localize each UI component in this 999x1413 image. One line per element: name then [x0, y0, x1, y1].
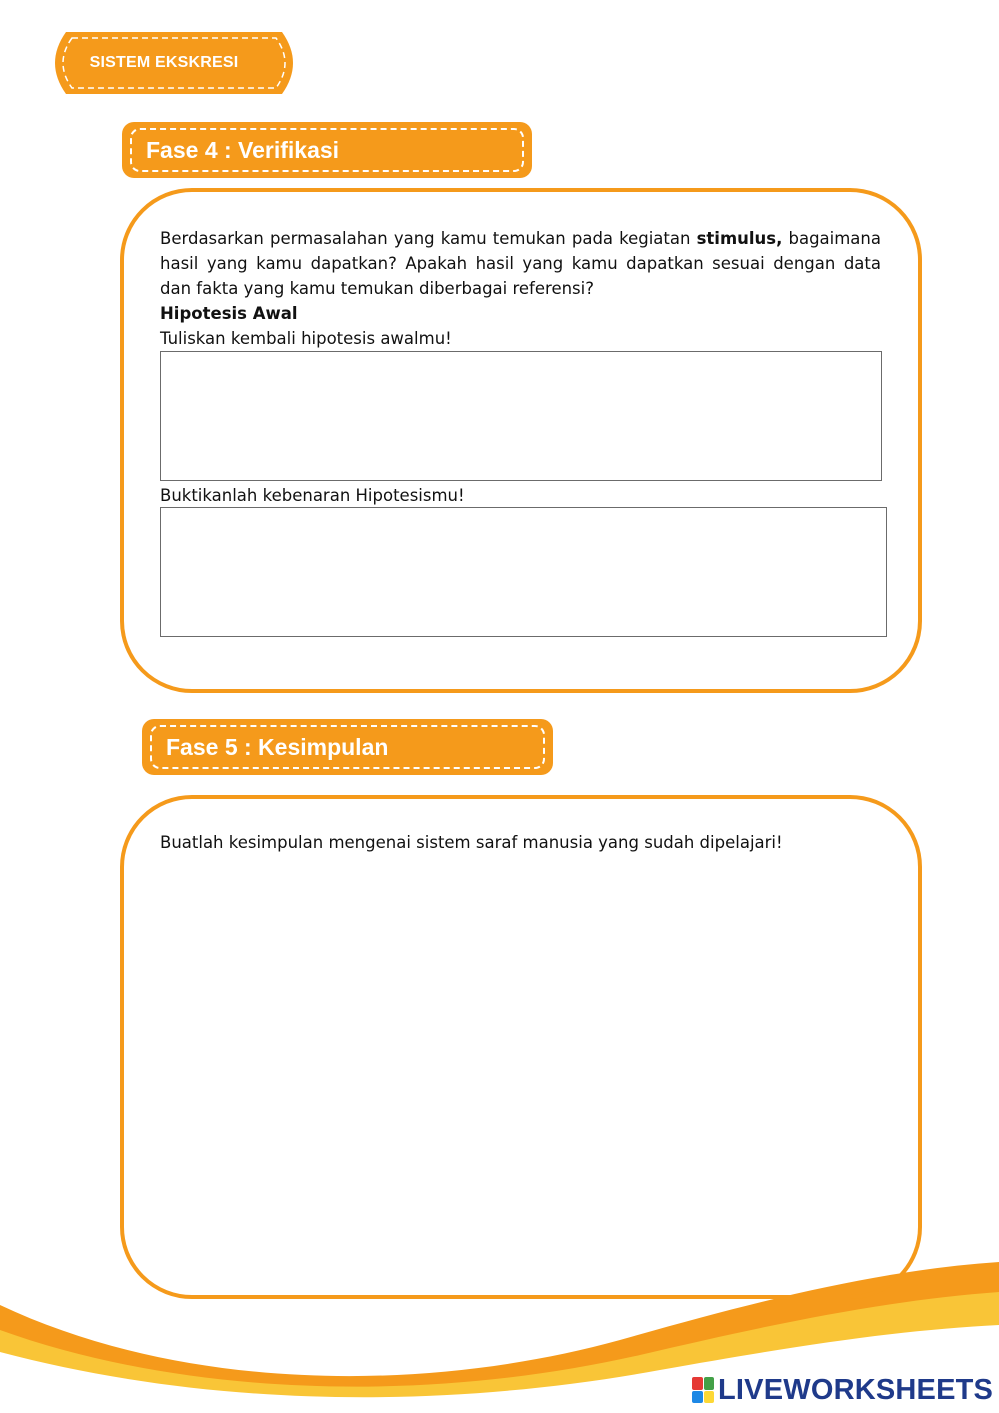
phase5-prompt: Buatlah kesimpulan mengenai sistem saraf manusia yang sudah dipelajari! — [160, 833, 783, 852]
hypothesis-prompt: Tuliskan kembali hipotesis awalmu! — [160, 329, 452, 348]
proof-prompt: Buktikanlah kebenaran Hipotesismu! — [160, 486, 465, 505]
phase5-panel[interactable] — [120, 795, 922, 1299]
liveworksheets-logo — [692, 1372, 993, 1408]
phase4-intro-text-rest: bagaimana hasil yang kamu dapatkan? Apakah hasil yang kamu dapatkan sesuai dengan data dan fakta yang kamu temukan diberbagai referensi? — [160, 229, 881, 298]
hypothesis-answer-box[interactable] — [160, 351, 882, 481]
header-tag-label: SISTEM EKSKRESI — [89, 54, 239, 71]
liveworksheets-logo-text: LIVEWORKSHEETS — [718, 1373, 994, 1406]
phase5-header — [142, 719, 553, 775]
header-tag — [44, 32, 304, 94]
phase4-header — [122, 122, 532, 178]
phase4-intro-bold: stimulus, — [696, 229, 783, 248]
hypothesis-heading: Hipotesis Awal — [160, 304, 298, 323]
phase4-intro-paragraph — [160, 226, 881, 301]
phase5-title: Fase 5 : Kesimpulan — [166, 734, 389, 760]
proof-answer-box[interactable] — [160, 507, 887, 637]
phase4-title: Fase 4 : Verifikasi — [146, 137, 340, 163]
phase4-intro-text: Berdasarkan permasalahan yang kamu temukan pada kegiatan — [160, 229, 697, 248]
liveworksheets-logo-icon — [692, 1377, 714, 1403]
